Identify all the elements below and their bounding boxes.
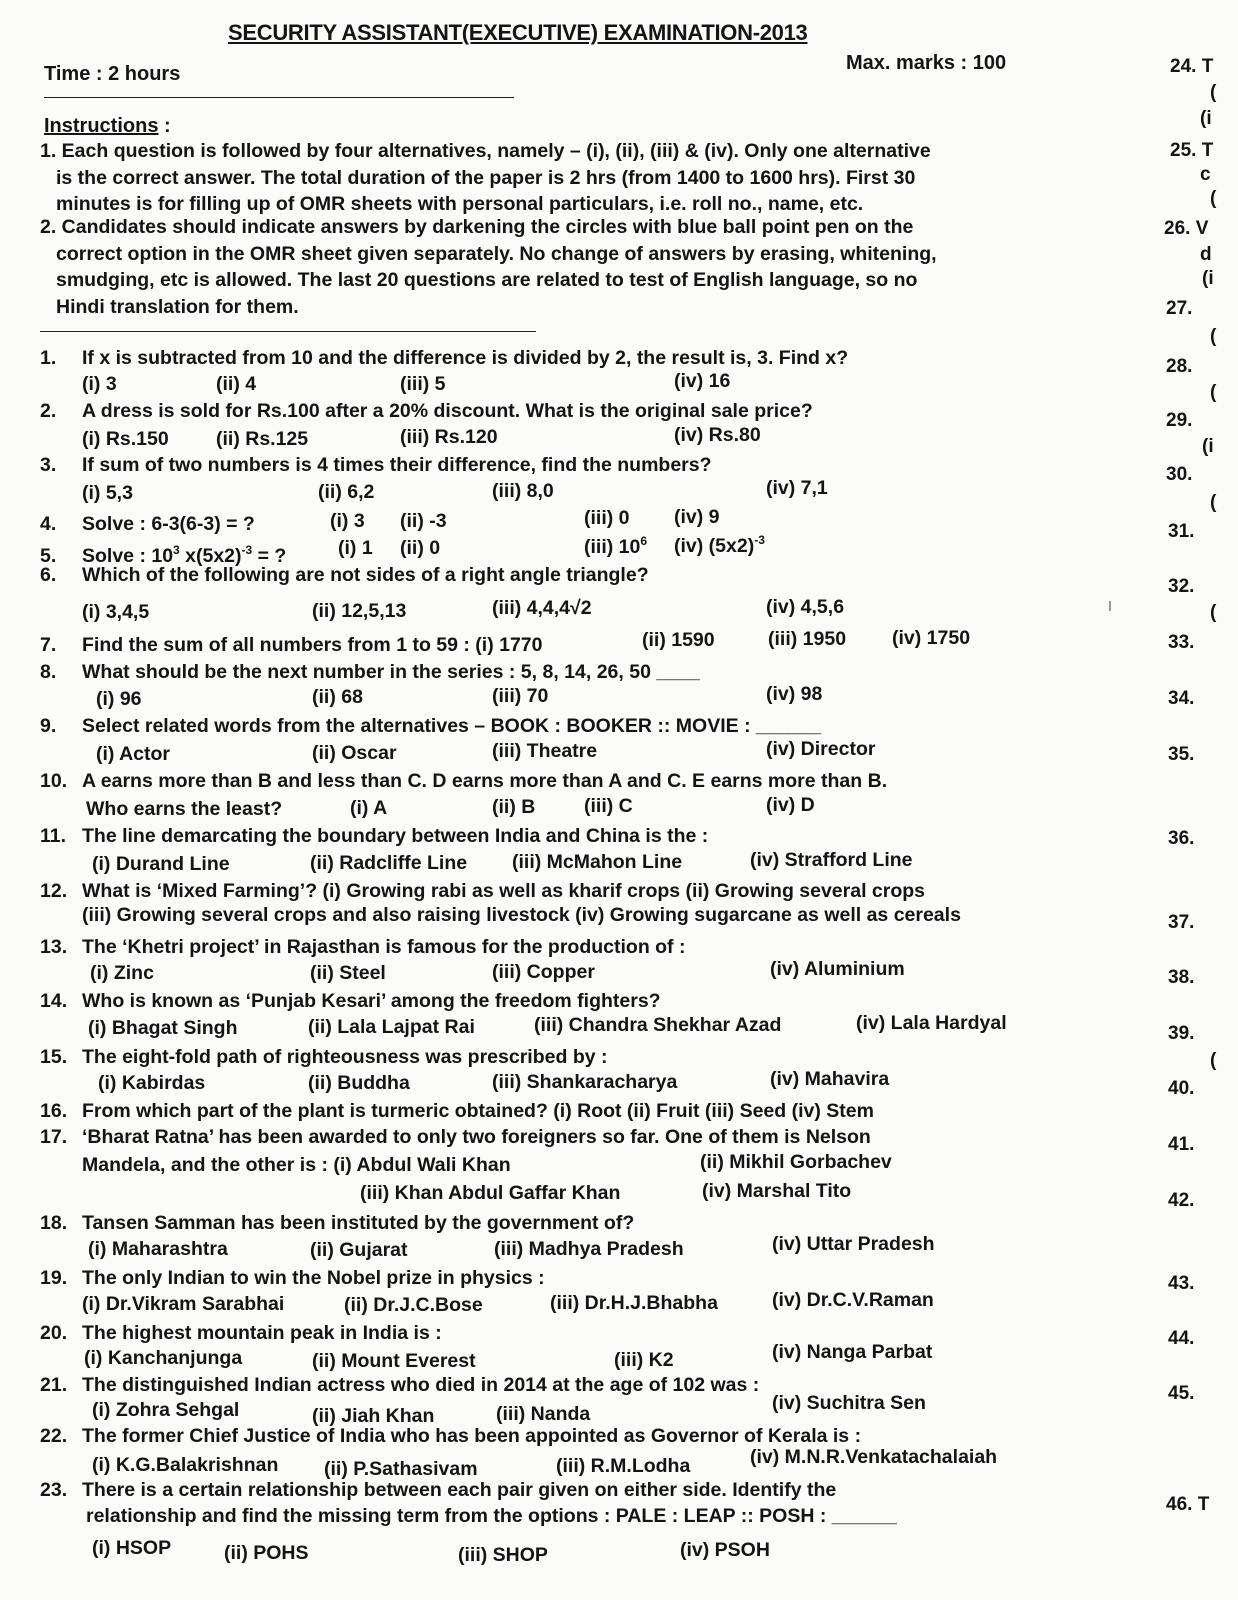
- question-number: 1.: [40, 347, 57, 369]
- question-17-line-2: Mandela, and the other is : (i) Abdul Wali Khan: [82, 1154, 511, 1176]
- question-12: [40, 878, 1120, 905]
- option-iv: (iv) 4,5,6: [766, 596, 845, 618]
- question-number: 3.: [40, 454, 57, 476]
- question-text: Solve : 6-3(6-3) = ?: [82, 513, 255, 535]
- question-text: The only Indian to win the Nobel prize in physics :: [82, 1267, 545, 1289]
- option-ii: (ii) Lala Lajpat Rai: [308, 1016, 475, 1038]
- question-text: Tansen Samman has been instituted by the government of?: [82, 1212, 635, 1234]
- option-iv: (iv) 1750: [892, 627, 971, 649]
- option-iv: (iv) 98: [766, 683, 823, 705]
- option-i: (i) Rs.150: [82, 428, 169, 450]
- cut-fragment: (: [1210, 188, 1217, 209]
- question-23-line-2: relationship and find the missing term from the options : PALE : LEAP :: POSH : ______: [86, 1505, 897, 1527]
- option-iii: (iii) C: [584, 795, 633, 817]
- instruction-2-line-4: Hindi translation for them.: [56, 295, 299, 318]
- question-text: Select related words from the alternatives – BOOK : BOOKER :: MOVIE : ______: [82, 715, 822, 737]
- option-ii: (ii) 12,5,13: [312, 600, 407, 622]
- question-text-b: x(5x2): [179, 545, 242, 567]
- instructions-heading: [44, 115, 171, 138]
- question-12-options: (iii) Growing several crops and also raising livestock (iv) Growing sugarcane as well as cereals: [82, 904, 961, 926]
- option-ii: (ii) 6,2: [318, 481, 375, 503]
- cut-fragment: (i: [1200, 108, 1212, 129]
- max-marks: Max. marks : 100: [846, 52, 1007, 74]
- instruction-1-line-3: minutes is for filling up of OMR sheets with personal particulars, i.e. roll no., name, etc.: [56, 193, 864, 215]
- question-number: 22.: [40, 1425, 68, 1447]
- cut-fragment: (i: [1202, 436, 1214, 457]
- instruction-1-line-2: is the correct answer. The total duration of the paper is 2 hrs (from 1400 to 1600 hrs). First 30: [56, 166, 916, 189]
- question-number-42: 42.: [1168, 1190, 1195, 1211]
- question-number-27: 27.: [1166, 298, 1193, 319]
- question-number-41: 41.: [1168, 1134, 1195, 1155]
- question-number: 14.: [40, 990, 68, 1012]
- option-iv: (iv) Suchitra Sen: [772, 1392, 926, 1414]
- answer-blank: ____: [656, 661, 700, 683]
- option-ii: (ii) Rs.125: [216, 428, 309, 450]
- question-text: If sum of two numbers is 4 times their difference, find the numbers?: [82, 454, 712, 476]
- question-number: 21.: [40, 1374, 68, 1396]
- option-iv: (iv) Marshal Tito: [702, 1180, 852, 1202]
- option-iv: (iv) Uttar Pradesh: [772, 1233, 935, 1255]
- cut-fragment: c: [1200, 164, 1211, 185]
- cut-fragment: (: [1210, 602, 1217, 623]
- question-text: The line demarcating the boundary between India and China is the :: [82, 825, 709, 847]
- question-number-29: 29.: [1166, 410, 1193, 431]
- option-ii: (ii) Gujarat: [310, 1239, 408, 1261]
- question-number: 18.: [40, 1212, 68, 1234]
- cut-fragment: (: [1210, 382, 1217, 403]
- question-number: 19.: [40, 1267, 68, 1289]
- option-iii: (iii) Copper: [492, 961, 595, 983]
- option-iii: (iii) Rs.120: [400, 426, 498, 448]
- cut-fragment: (i: [1202, 268, 1214, 289]
- question-10-line-2: Who earns the least?: [86, 798, 283, 820]
- option-iii: (iii) Khan Abdul Gaffar Khan: [360, 1182, 621, 1204]
- instruction-2-line-2: correct option in the OMR sheet given separately. No change of answers by erasing, whitening,: [56, 242, 937, 265]
- option-iv: (iv) Nanga Parbat: [772, 1341, 933, 1363]
- question-text: The eight-fold path of righteousness was prescribed by :: [82, 1046, 608, 1068]
- question-number-28: 28.: [1166, 356, 1193, 377]
- option-i: (i) Kanchanjunga: [84, 1347, 243, 1369]
- option-iii: (iii) Nanda: [496, 1403, 591, 1425]
- option-ii: (ii) Radcliffe Line: [310, 852, 468, 874]
- question-number: 6.: [40, 564, 57, 586]
- option-iii: (iii) Chandra Shekhar Azad: [534, 1014, 782, 1036]
- option-iii: (iii) K2: [614, 1349, 674, 1371]
- question-number: 13.: [40, 936, 68, 958]
- question-number-40: 40.: [1168, 1078, 1195, 1099]
- question-text: ‘Bharat Ratna’ has been awarded to only two foreigners so far. One of them is Nelson: [82, 1126, 871, 1148]
- question-text: What is ‘Mixed Farming’? (i) Growing rabi as well as kharif crops (ii) Growing several crops: [82, 880, 926, 902]
- exponent: 6: [640, 534, 648, 548]
- option-ii: (ii) Mount Everest: [312, 1350, 476, 1372]
- question-text: From which part of the plant is turmeric obtained? (i) Root (ii) Fruit (iii) Seed (iv) Stem: [82, 1100, 874, 1122]
- question-number-45: 45.: [1168, 1383, 1195, 1404]
- option-ii: (ii) Oscar: [312, 742, 397, 764]
- question-number-31: 31.: [1168, 521, 1195, 542]
- option-i: (i) 3,4,5: [82, 601, 150, 623]
- option-iv: (iv) Aluminium: [770, 958, 905, 980]
- question-3: [40, 452, 1120, 479]
- question-17: [40, 1124, 1120, 1151]
- question-text: Find the sum of all numbers from 1 to 59 : (i) 1770: [82, 634, 543, 656]
- exam-duration: Time : 2 hours: [44, 63, 181, 85]
- question-number: 9.: [40, 715, 57, 737]
- question-10: [40, 768, 1120, 795]
- question-19: [40, 1265, 1120, 1292]
- question-number-46: 46. T: [1166, 1494, 1210, 1515]
- exponent: -3: [241, 543, 253, 557]
- option-iii: (iii) 8,0: [492, 480, 554, 502]
- question-number: 17.: [40, 1126, 68, 1148]
- option-iii: (iii) 5: [400, 373, 446, 395]
- option-iii: (iii) Shankaracharya: [492, 1071, 678, 1093]
- question-number: 7.: [40, 634, 57, 656]
- option-i: (i) K.G.Balakrishnan: [92, 1454, 279, 1476]
- option-ii: (ii) 1590: [642, 629, 715, 651]
- question-text: Which of the following are not sides of a right angle triangle?: [82, 564, 649, 586]
- option-iv: (iv) Lala Hardyal: [856, 1012, 1007, 1034]
- question-number: 10.: [40, 770, 68, 792]
- instructions-rule: [40, 331, 536, 332]
- option-iii: (iii) McMahon Line: [512, 851, 683, 873]
- question-8: [40, 659, 1120, 686]
- option-iii: (iii) 1950: [768, 628, 847, 650]
- instruction-2-line-1: 2. Candidates should indicate answers by darkening the circles with blue ball point pen on the: [40, 216, 914, 238]
- question-number: 4.: [40, 513, 57, 535]
- question-number-32: 32.: [1168, 576, 1195, 597]
- question-text: The ‘Khetri project’ in Rajasthan is famous for the production of :: [82, 936, 686, 958]
- option-iv: (iv) PSOH: [680, 1539, 770, 1561]
- question-number-34: 34.: [1168, 688, 1195, 709]
- question-number-38: 38.: [1168, 967, 1195, 988]
- cut-fragment: d: [1200, 244, 1212, 265]
- exponent: 3: [173, 543, 180, 557]
- option-iii: (iii) R.M.Lodha: [556, 1455, 691, 1477]
- option-ii: (ii) Jiah Khan: [312, 1405, 435, 1427]
- instruction-2-line-3: smudging, etc is allowed. The last 20 questions are related to test of English language, so no: [56, 269, 918, 291]
- option-iv: (iv) 7,1: [766, 477, 828, 499]
- option-i: (i) 3: [330, 510, 365, 532]
- option-iii: (iii) 0: [584, 507, 630, 529]
- question-number-26: 26. V: [1164, 218, 1209, 239]
- question-number: 20.: [40, 1322, 68, 1344]
- option-iv: (iv) Director: [766, 738, 876, 760]
- option-iii: [584, 534, 647, 559]
- option-iv: (iv) Dr.C.V.Raman: [772, 1289, 934, 1311]
- question-6: [40, 562, 1120, 589]
- instruction-1-line-1: 1. Each question is followed by four alternatives, namely – (i), (ii), (iii) & (iv). Only one alternative: [40, 140, 931, 162]
- option-iii: (iii) SHOP: [458, 1544, 548, 1566]
- option-iv: (iv) Mahavira: [770, 1068, 890, 1090]
- option-iii: (iii) Theatre: [492, 740, 598, 762]
- header-rule: [44, 97, 514, 98]
- question-number-25: 25. T: [1170, 140, 1214, 161]
- question-text: If x is subtracted from 10 and the difference is divided by 2, the result is, 3. Find x?: [82, 347, 849, 369]
- option-i: (i) Zinc: [90, 962, 154, 984]
- option-iv-base: (iv) (5x2): [674, 535, 755, 557]
- option-iv: (iv) 16: [674, 370, 731, 392]
- cut-fragment: (: [1210, 326, 1217, 347]
- option-i: (i) Zohra Sehgal: [92, 1399, 240, 1421]
- question-text: What should be the next number in the series : 5, 8, 14, 26, 50: [82, 661, 651, 683]
- question-11: [40, 823, 1120, 850]
- option-iv: (iv) D: [766, 794, 815, 816]
- question-20: [40, 1320, 1120, 1347]
- instruction-1: [40, 138, 1080, 218]
- question-text: The former Chief Justice of India who has been appointed as Governor of Kerala is :: [82, 1425, 862, 1447]
- option-i: (i) Kabirdas: [98, 1072, 206, 1094]
- cut-fragment: (: [1210, 492, 1217, 513]
- option-ii: (ii) 4: [216, 373, 257, 395]
- question-number-24: 24. T: [1170, 56, 1214, 77]
- option-iv: (iv) Strafford Line: [750, 849, 913, 871]
- question-number: 11.: [40, 825, 67, 847]
- option-ii: (ii) -3: [400, 510, 447, 532]
- question-text: A earns more than B and less than C. D earns more than A and C. E earns more than B.: [82, 770, 888, 792]
- exponent: -3: [754, 533, 765, 547]
- option-ii: (ii) 68: [312, 686, 363, 708]
- question-number-39: 39.: [1168, 1023, 1195, 1044]
- option-iii: (iii) 70: [492, 685, 549, 707]
- question-number-36: 36.: [1168, 828, 1195, 849]
- question-text-a: Solve : 10: [82, 545, 174, 567]
- option-i: (i) Dr.Vikram Sarabhai: [82, 1293, 285, 1315]
- option-i: (i) Durand Line: [92, 853, 230, 875]
- option-ii: (ii) Buddha: [308, 1072, 410, 1094]
- option-i: (i) A: [350, 797, 388, 819]
- option-ii: (ii) Steel: [310, 962, 386, 984]
- option-iii-base: (iii) 10: [584, 536, 641, 558]
- option-i: (i) 96: [96, 688, 142, 710]
- option-ii: (ii) Mikhil Gorbachev: [700, 1151, 892, 1173]
- option-ii: (ii) 0: [400, 537, 441, 559]
- question-text-c: = ?: [252, 545, 287, 567]
- question-number-44: 44.: [1168, 1328, 1195, 1349]
- option-i: (i) Actor: [96, 743, 171, 765]
- question-4: [40, 511, 1120, 538]
- question-text: Who is known as ‘Punjab Kesari’ among the freedom fighters?: [82, 990, 661, 1012]
- option-iv: [674, 533, 765, 558]
- question-number-43: 43.: [1168, 1273, 1195, 1294]
- option-i: (i) Bhagat Singh: [88, 1017, 238, 1039]
- question-number: 12.: [40, 880, 68, 902]
- option-ii: (ii) B: [492, 796, 536, 818]
- question-number: 16.: [40, 1100, 68, 1122]
- option-i: (i) Maharashtra: [88, 1238, 228, 1260]
- option-i: (i) 1: [338, 537, 373, 559]
- cut-fragment: (: [1210, 82, 1217, 103]
- instructions-heading-text: Instructions: [44, 115, 159, 137]
- question-text: The highest mountain peak in India is :: [82, 1322, 442, 1344]
- option-iii: (iii) 4,4,4√2: [492, 597, 592, 619]
- option-iii: (iii) Dr.H.J.Bhabha: [550, 1292, 718, 1314]
- option-i: (i) 5,3: [82, 482, 133, 504]
- question-13: [40, 934, 1120, 961]
- question-number: 15.: [40, 1046, 68, 1068]
- exam-title: SECURITY ASSISTANT(EXECUTIVE) EXAMINATION-2013: [228, 20, 808, 45]
- question-14: [40, 988, 1120, 1015]
- question-1: [40, 345, 1120, 372]
- question-number-37: 37.: [1168, 912, 1195, 933]
- option-i: (i) HSOP: [92, 1537, 172, 1559]
- question-number: 8.: [40, 661, 57, 683]
- question-23: [40, 1477, 1120, 1504]
- question-number-35: 35.: [1168, 744, 1195, 765]
- instruction-2: [40, 214, 1080, 320]
- option-iv: (iv) Rs.80: [674, 424, 761, 446]
- question-21: [40, 1372, 1120, 1399]
- option-ii: (ii) Dr.J.C.Bose: [344, 1294, 483, 1316]
- option-i: (i) 3: [82, 373, 117, 395]
- cut-fragment: (: [1210, 1050, 1217, 1071]
- question-text: The distinguished Indian actress who died in 2014 at the age of 102 was :: [82, 1374, 760, 1396]
- question-number: 2.: [40, 400, 57, 422]
- question-2: [40, 398, 1120, 425]
- option-ii: (ii) P.Sathasivam: [324, 1458, 478, 1480]
- option-iv: (iv) 9: [674, 506, 720, 528]
- question-number-33: 33.: [1168, 632, 1195, 653]
- question-number: 5.: [40, 545, 57, 567]
- question-number-30: 30.: [1166, 464, 1193, 485]
- question-9: [40, 713, 1120, 740]
- option-iii: (iii) Madhya Pradesh: [494, 1238, 684, 1260]
- question-text: There is a certain relationship between each pair given on either side. Identify the: [82, 1479, 837, 1501]
- question-18: [40, 1210, 1120, 1237]
- question-16: [40, 1098, 1120, 1125]
- question-text: A dress is sold for Rs.100 after a 20% discount. What is the original sale price?: [82, 400, 813, 422]
- option-iv: (iv) M.N.R.Venkatachalaiah: [750, 1446, 998, 1468]
- instructions-heading-colon: :: [158, 115, 171, 137]
- scan-speck: ǀ: [1108, 598, 1112, 614]
- question-number: 23.: [40, 1479, 68, 1501]
- option-ii: (ii) POHS: [224, 1542, 309, 1564]
- question-15: [40, 1044, 1120, 1071]
